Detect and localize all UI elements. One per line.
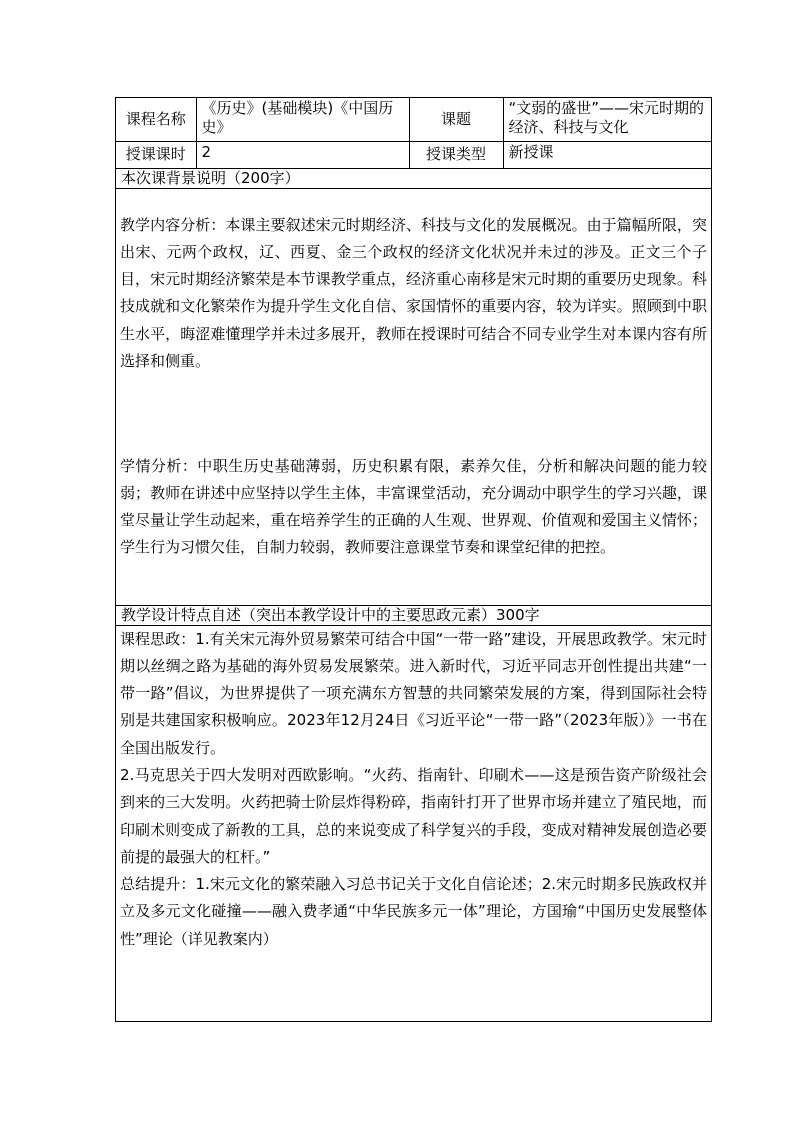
design-para-1: 课程思政：1.有关宋元海外贸易繁荣可结合中国“一带一路”建设，开展思政教学。宋元时期以丝绸之路为基础的海外贸易发展繁荣。进入新时代，习近平同志开创性提出共建“一带一路”倡议，为世界提供了一项充满东方智慧的共同繁荣发展的方案，得到国际社会特别是共建国家积极响应。2023年12月24日《习近平论“一带一路”（2023年版）》一书在全国出版发行。 [120, 629, 707, 757]
design-section [116, 626, 711, 954]
hours-label: 授课课时 [116, 141, 196, 168]
topic-label: 课题 [409, 98, 503, 141]
design-para-3: 总结提升：1.宋元文化的繁荣融入习总书记关于文化自信论述；2.宋元时期多民族政权并立及多元文化碰撞——融入费孝通“中华民族多元一体”理论，方国瑜“中国历史发展整体性”理论（详见教案内） [120, 875, 707, 948]
type-label: 授课类型 [409, 141, 503, 168]
type-value: 新授课 [503, 141, 711, 168]
design-para-2: 2.马克思关于四大发明对西欧影响。“火药、指南针、印刷术——这是预告资产阶级社会到来的三大发明。火药把骑士阶层炸得粉碎，指南针打开了世界市场并建立了殖民地，而印刷术则变成了新教的工具，总的来说变成了科学复兴的手段，变成对精神发展创造必要前提的最强大的杠杆。” [120, 765, 707, 866]
content-analysis: 教学内容分析：本课主要叙述宋元时期经济、科技与文化的发展概况。由于篇幅所限，突出宋、元两个政权，辽、西夏、金三个政权的经济文化状况并未过的涉及。正文三个子目，宋元时期经济繁荣是本节课教学重点，经济重心南移是宋元时期的重要历史现象。科技成就和文化繁荣作为提升学生文化自信、家国情怀的重要内容，较为详实。照顾到中职生水平，晦涩难懂理学并未过多展开，教师在授课时可结合不同专业学生对本课内容有所选择和侧重。 [120, 215, 707, 370]
design-heading: 教学设计特点自述（突出本教学设计中的主要思政元素）300字 [116, 606, 711, 626]
lesson-plan-form [115, 97, 712, 1022]
hours-value: 2 [196, 141, 409, 168]
student-analysis: 学情分析：中职生历史基础薄弱，历史积累有限，素养欠佳，分析和解决问题的能力较弱；教师在讲述中应坚持以学生主体，丰富课堂活动，充分调动中职学生的学习兴趣，课堂尽量让学生动起来，重在培养学生的正确的人生观、世界观、价值观和爱国主义情怀；学生行为习惯欠佳，自制力较弱，教师要注意课堂节奏和课堂纪律的把控。 [120, 456, 707, 557]
background-heading: 本次课背景说明（200字） [116, 169, 711, 189]
course-name-value: 《历史》(基础模块)《中国历史》 [196, 98, 409, 141]
header-table [116, 98, 711, 169]
topic-value: “文弱的盛世”——宋元时期的经济、科技与文化 [503, 98, 711, 141]
background-section [116, 189, 711, 606]
course-name-label: 课程名称 [116, 98, 196, 141]
